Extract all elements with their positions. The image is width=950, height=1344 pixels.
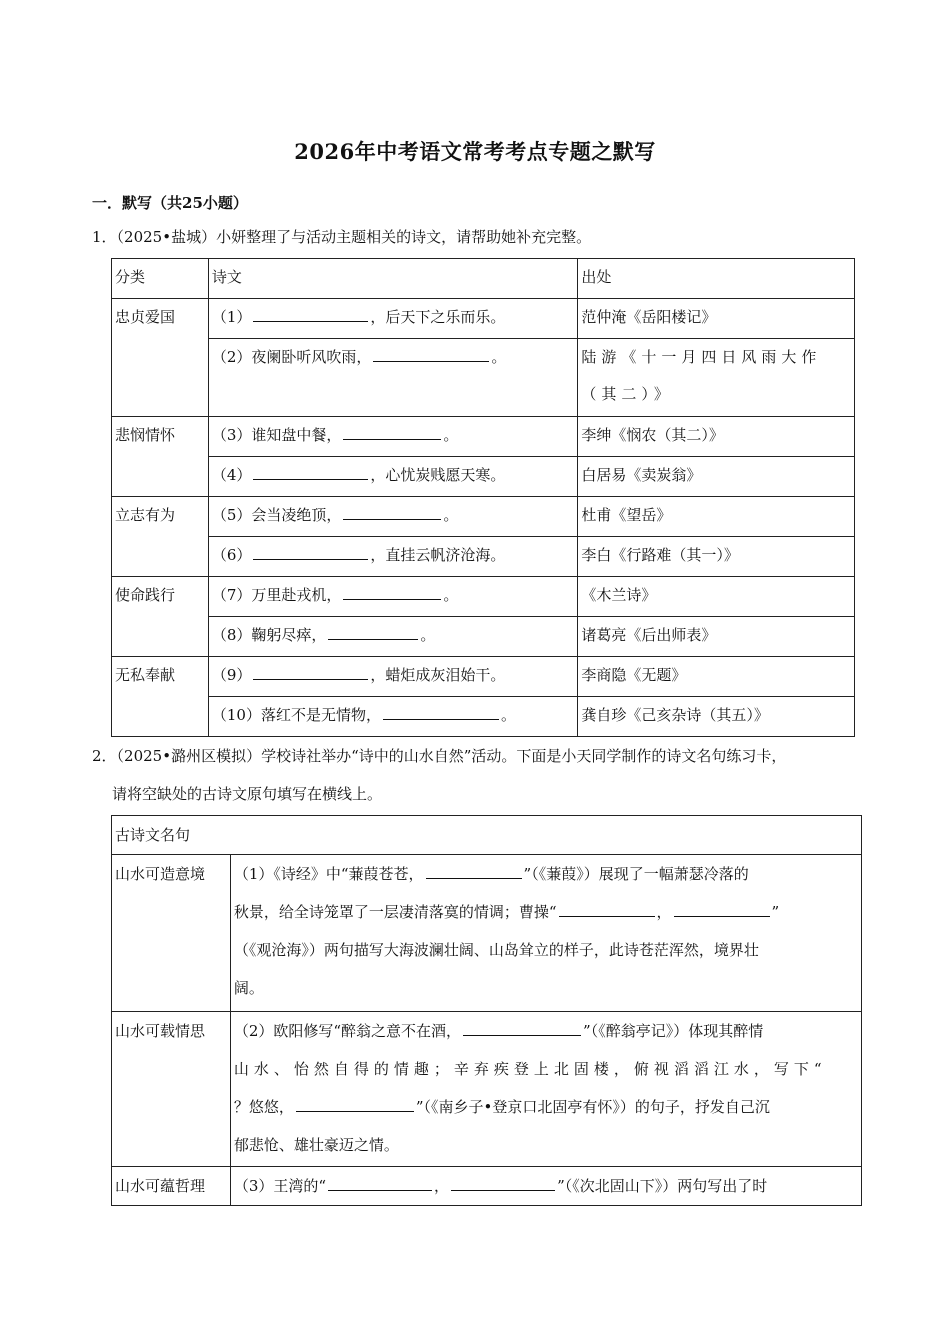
answer-blank[interactable] bbox=[253, 463, 368, 480]
source-cell: 李白《行路难（其一）》 bbox=[578, 537, 855, 577]
poem-cell: （10）落红不是无情物， 。 bbox=[208, 697, 578, 737]
source-cell: 龚自珍《己亥杂诗（其五）》 bbox=[578, 697, 855, 737]
category-cell: 悲悯情怀 bbox=[112, 417, 209, 497]
source-cell: 李商隐《无题》 bbox=[578, 657, 855, 697]
section-heading: 一．默写（共25小题） bbox=[92, 194, 248, 212]
question-2-table bbox=[111, 815, 862, 1206]
question-1-table bbox=[111, 258, 855, 737]
question-2-intro-continued: 请将空缺处的古诗文原句填写在横线上。 bbox=[112, 785, 383, 803]
source-cell: 李绅《悯农（其二）》 bbox=[578, 417, 855, 457]
poem-cell: （5）会当凌绝顶， 。 bbox=[208, 497, 578, 537]
content-cell: （2）欧阳修写“醉翁之意不在酒， ”（《醉翁亭记》）体现其醉情 山水、怡然自得的情趣；辛弃疾登上北固楼，俯视滔滔江水，写下“ ？悠悠， ”（《南乡子•登京口北固亭有怀》）的句子，抒发自己沉 郁悲怆、雄壮豪迈之情。 bbox=[230, 1012, 861, 1167]
poem-cell: （9） ，蜡炬成灰泪始干。 bbox=[208, 657, 578, 697]
poem-cell: （4） ，心忧炭贱愿天寒。 bbox=[208, 457, 578, 497]
answer-blank[interactable] bbox=[253, 305, 368, 322]
poem-cell: （7）万里赴戎机， 。 bbox=[208, 577, 578, 617]
source-cell: 杜甫《望岳》 bbox=[578, 497, 855, 537]
category-cell: 山水可造意境 bbox=[112, 855, 231, 1012]
answer-blank[interactable] bbox=[463, 1019, 581, 1036]
header-category: 分类 bbox=[112, 259, 209, 299]
answer-blank[interactable] bbox=[559, 900, 655, 917]
category-cell: 无私奉献 bbox=[112, 657, 209, 737]
content-cell: （1）《诗经》中“蒹葭苍苍， ”（《蒹葭》）展现了一幅萧瑟冷落的 秋景，给全诗笼罩了一层凄清落寞的情调；曹操“ ， ” （《观沧海》）两句描写大海波澜壮阔、山岛耸立的样子，此诗苍茫浑然，境界壮 阔。 bbox=[230, 855, 861, 1012]
table-header: 古诗文名句 bbox=[112, 816, 862, 855]
source-cell: 白居易《卖炭翁》 bbox=[578, 457, 855, 497]
answer-blank[interactable] bbox=[343, 503, 441, 520]
category-cell: 山水可载情思 bbox=[112, 1012, 231, 1167]
answer-blank[interactable] bbox=[674, 900, 770, 917]
answer-blank[interactable] bbox=[451, 1174, 555, 1191]
content-cell: （3）王湾的“ ， ”（《次北固山下》）两句写出了时 bbox=[230, 1167, 861, 1206]
answer-blank[interactable] bbox=[373, 345, 489, 362]
question-1-intro: 1．（2025•盐城）小妍整理了与活动主题相关的诗文，请帮助她补充完整。 bbox=[92, 228, 592, 246]
poem-cell: （2）夜阑卧听风吹雨， 。 bbox=[208, 339, 578, 417]
question-2-intro: 2．（2025•潞州区模拟）学校诗社举办“诗中的山水自然”活动。下面是小天同学制作的诗文名句练习卡， bbox=[92, 747, 787, 765]
source-cell: 陆游《十一月四日风雨大作（其二）》 bbox=[578, 339, 855, 417]
answer-blank[interactable] bbox=[296, 1095, 414, 1112]
category-cell: 立志有为 bbox=[112, 497, 209, 577]
answer-blank[interactable] bbox=[426, 862, 522, 879]
source-cell: 范仲淹《岳阳楼记》 bbox=[578, 299, 855, 339]
poem-cell: （6） ，直挂云帆济沧海。 bbox=[208, 537, 578, 577]
page-title: 2026年中考语文常考考点专题之默写 bbox=[294, 139, 656, 164]
answer-blank[interactable] bbox=[383, 703, 499, 720]
poem-cell: （1） ，后天下之乐而乐。 bbox=[208, 299, 578, 339]
answer-blank[interactable] bbox=[253, 543, 368, 560]
source-cell: 诸葛亮《后出师表》 bbox=[578, 617, 855, 657]
answer-blank[interactable] bbox=[343, 423, 441, 440]
header-source: 出处 bbox=[578, 259, 855, 299]
category-cell: 山水可蕴哲理 bbox=[112, 1167, 231, 1206]
category-cell: 忠贞爱国 bbox=[112, 299, 209, 417]
answer-blank[interactable] bbox=[328, 1174, 432, 1191]
category-cell: 使命践行 bbox=[112, 577, 209, 657]
source-cell: 《木兰诗》 bbox=[578, 577, 855, 617]
header-poem: 诗文 bbox=[208, 259, 578, 299]
poem-cell: （8）鞠躬尽瘁， 。 bbox=[208, 617, 578, 657]
answer-blank[interactable] bbox=[253, 663, 368, 680]
poem-cell: （3）谁知盘中餐， 。 bbox=[208, 417, 578, 457]
answer-blank[interactable] bbox=[343, 583, 441, 600]
answer-blank[interactable] bbox=[328, 623, 418, 640]
